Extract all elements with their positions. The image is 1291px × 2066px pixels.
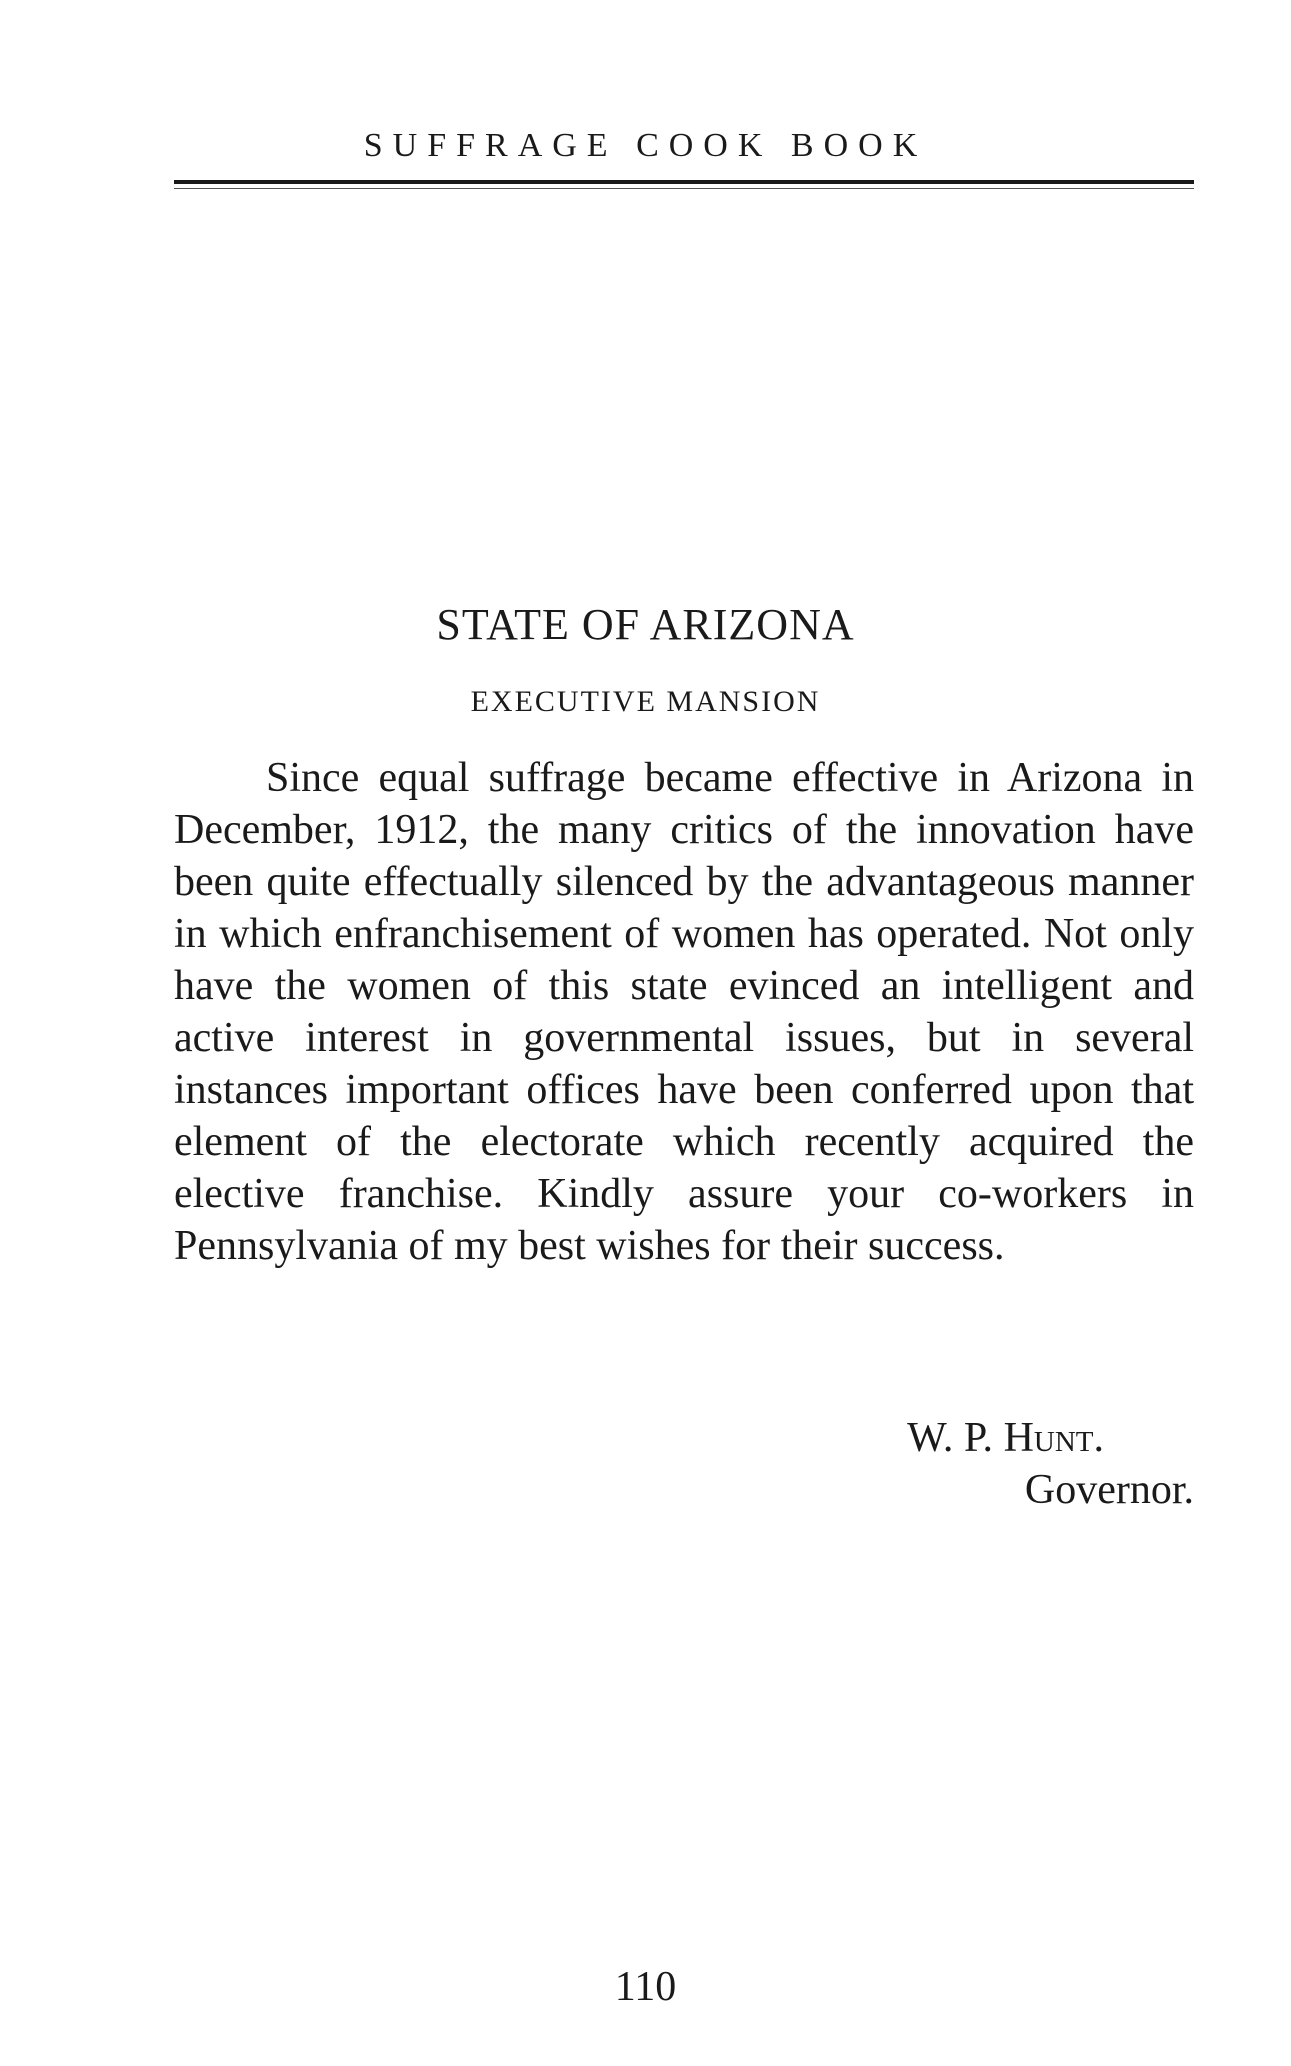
signature-initials: W. P. (907, 1415, 994, 1461)
header-rule (174, 180, 1194, 184)
running-title: SUFFRAGE COOK BOOK (363, 127, 928, 164)
signature-surname: Hunt. (1003, 1415, 1104, 1461)
letter-subheading: EXECUTIVE MANSION (470, 685, 821, 718)
letter-body: Since equal suffrage became effective in Arizona in December, 1912, the many critics of the innovation have been quite effectually silenced by the advantageous manner in which enfranchisement of women has operated. Not only have the women of this state evinced an intelligent and active interest in governmental issues, but in several instances important offices have been conferred upon that element of the electorate which recently acquired the elective franchise. Kindly assure your co-workers in Pennsylvania of my best wishes for their success. (174, 755, 1194, 1269)
signature-title: Governor. (1024, 1467, 1194, 1513)
signature (174, 1412, 1104, 1464)
page-number: 110 (614, 1964, 677, 2010)
header-rule-thin (174, 188, 1194, 189)
letter-heading: STATE OF ARIZONA (436, 600, 855, 649)
